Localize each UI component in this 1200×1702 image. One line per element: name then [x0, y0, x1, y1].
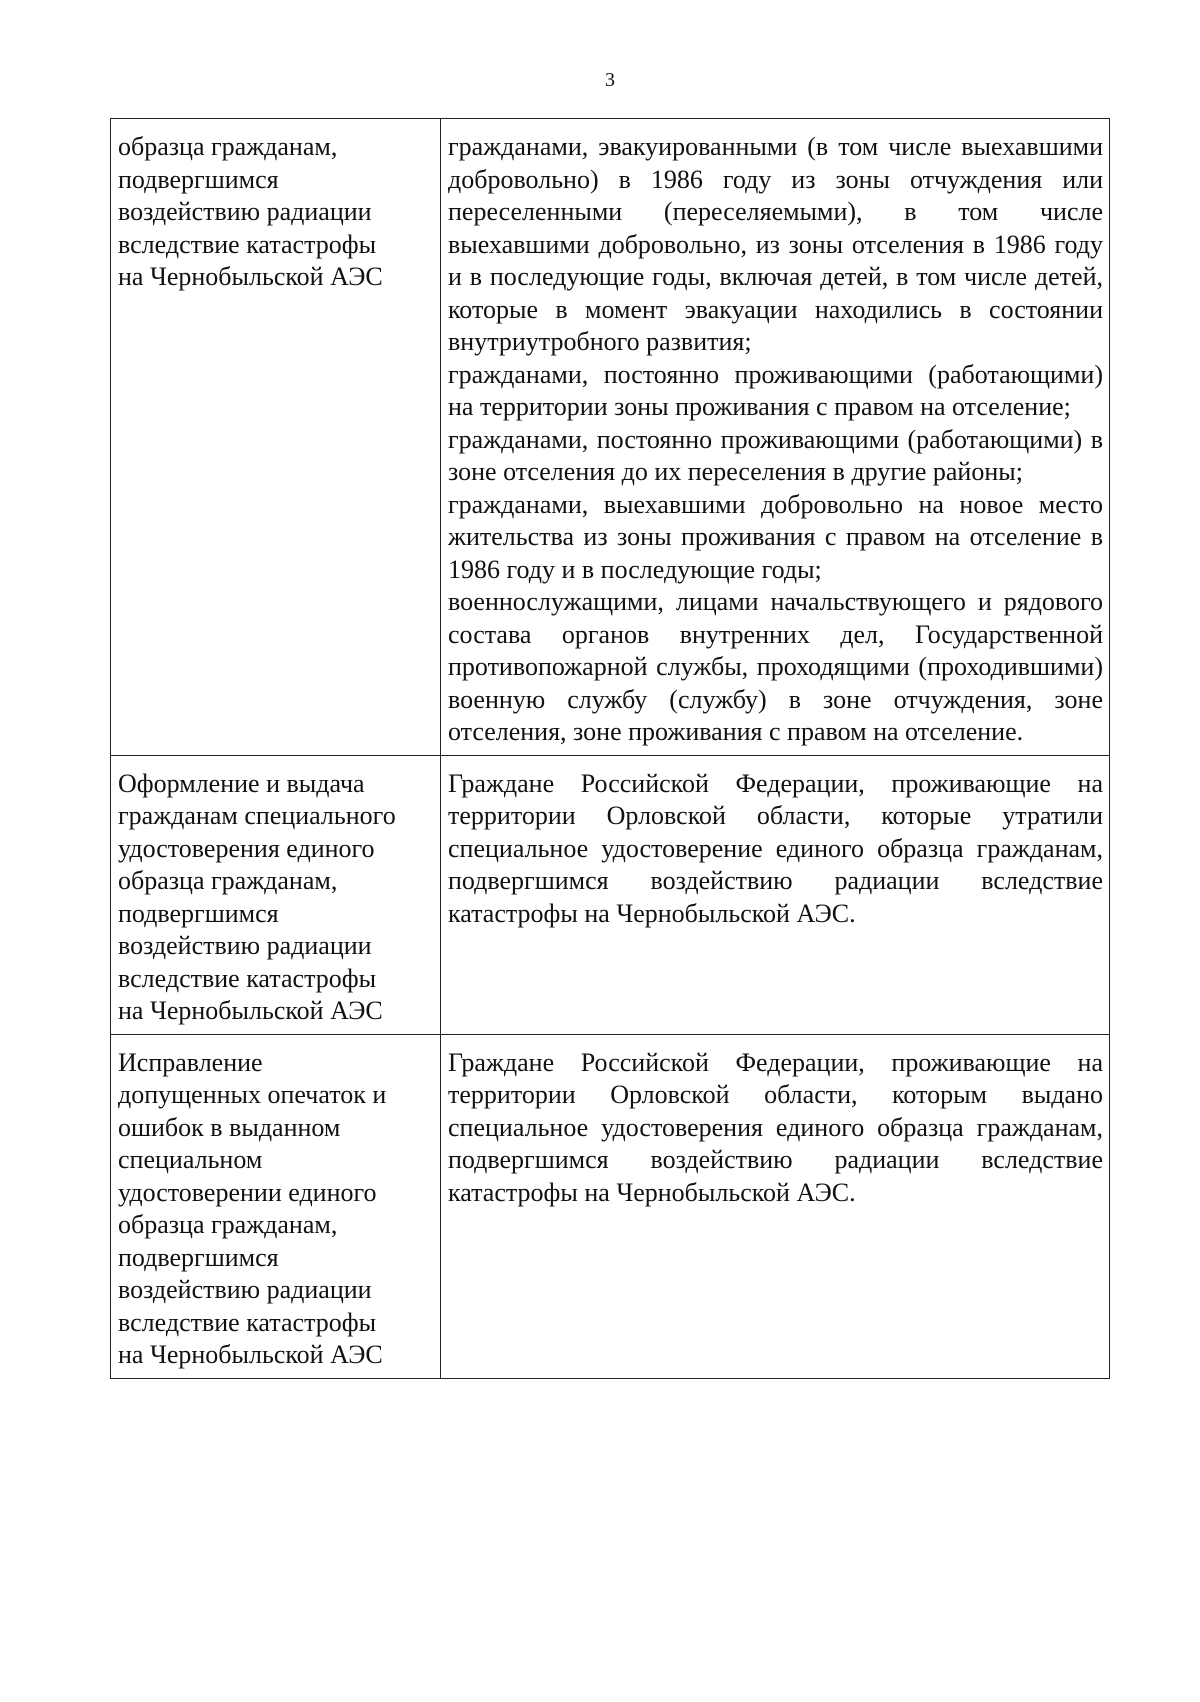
- table-row: [111, 119, 1110, 756]
- applicants-cell: [441, 119, 1110, 756]
- applicant-paragraph: гражданами, постоянно проживающими (работающими) на территории зоны проживания с правом на отселение;: [448, 359, 1103, 421]
- service-name-line: гражданам специального: [118, 801, 396, 830]
- service-name-line: на Чернобыльской АЭС: [118, 262, 383, 291]
- applicant-paragraph: гражданами, выехавшими добровольно на новое место жительства из зоны проживания с правом на отселение в 1986 году и в последующие годы;: [448, 489, 1103, 584]
- service-name-line: специальном: [118, 1145, 263, 1174]
- service-name-line: образца гражданам,: [118, 1210, 338, 1239]
- applicant-paragraph: Граждане Российской Федерации, проживающие на территории Орловской области, которым выдано специальное удостоверения единого образца гражданам, подвергшимся воздействию радиации вследствие катастрофы на Чернобыльской АЭС.: [448, 1047, 1103, 1207]
- service-name-line: образца гражданам,: [118, 866, 338, 895]
- service-name-line: воздействию радиации: [118, 197, 372, 226]
- service-name-line: на Чернобыльской АЭС: [118, 996, 383, 1025]
- table-row: [111, 755, 1110, 1034]
- service-name-line: вследствие катастрофы: [118, 229, 377, 259]
- service-name-line: образца гражданам,: [118, 132, 338, 161]
- service-name-line: вследствие катастрофы: [118, 1307, 377, 1337]
- service-name-line: удостоверении единого: [118, 1177, 377, 1207]
- service-name-line: подвергшимся: [118, 164, 279, 194]
- applicants-cell: [441, 1034, 1110, 1378]
- table-row: [111, 1034, 1110, 1378]
- service-name-line: на Чернобыльской АЭС: [118, 1340, 383, 1369]
- service-name-cell: [111, 1034, 441, 1378]
- service-name-cell: [111, 755, 441, 1034]
- service-name-line: удостоверения единого: [118, 833, 375, 863]
- applicants-cell: [441, 755, 1110, 1034]
- service-name-line: Исправление: [118, 1047, 263, 1077]
- service-name-line: допущенных опечаток и: [118, 1080, 387, 1109]
- applicant-paragraph: Граждане Российской Федерации, проживающие на территории Орловской области, которые утратили специальное удостоверение единого образца гражданам, подвергшимся воздействию радиации вследствие катастрофы на Чернобыльской АЭС.: [448, 768, 1103, 928]
- service-name-line: воздействию радиации: [118, 1275, 372, 1304]
- service-name-line: подвергшимся: [118, 898, 279, 928]
- page-number: 3: [605, 69, 615, 91]
- document-table: [110, 118, 1110, 1379]
- applicant-paragraph: военнослужащими, лицами начальствующего и рядового состава органов внутренних дел, Государственной противопожарной службы, проходящими (проходившими) военную службу (службу) в зоне отчуждения, зоне отселения, зоне проживания с правом на отселение.: [448, 587, 1103, 746]
- service-name-line: ошибок в выданном: [118, 1112, 341, 1142]
- service-name-cell: [111, 119, 441, 756]
- service-name-line: Оформление и выдача: [118, 768, 365, 798]
- applicant-paragraph: гражданами, постоянно проживающими (работающими) в зоне отселения до их переселения в другие районы;: [448, 424, 1103, 486]
- service-name-line: вследствие катастрофы: [118, 963, 377, 993]
- applicant-paragraph: гражданами, эвакуированными (в том числе выехавшими добровольно) в 1986 году из зоны отчуждения или переселенными (переселяемыми), в том числе выехавшими добровольно, из зоны отселения в 1986 году и в последующие годы, включая детей, в том числе детей, которые в момент эвакуации находились в состоянии внутриутробного развития;: [448, 132, 1103, 356]
- service-name-line: подвергшимся: [118, 1242, 279, 1272]
- service-name-line: воздействию радиации: [118, 931, 372, 960]
